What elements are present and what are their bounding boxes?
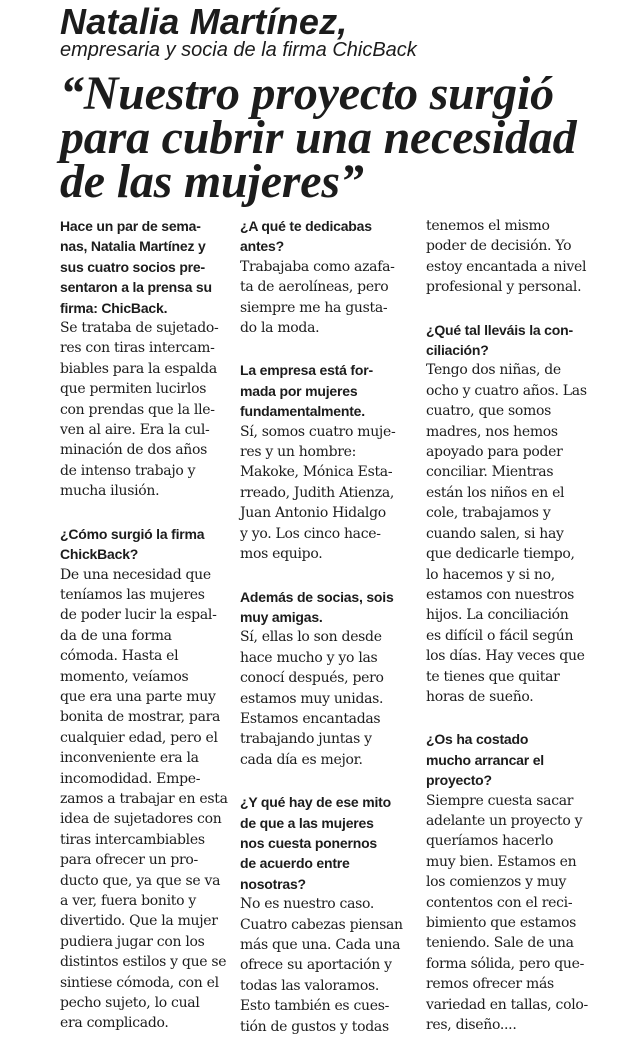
column-1	[60, 216, 230, 1034]
answer-before: Trabajaba como azafa- ta de aerolíneas, pero siempre me ha gusta- do la moda.	[240, 258, 395, 337]
question-before: ¿A qué te dedicabas antes?	[240, 218, 372, 255]
question-company: La empresa está for- mada por mujeres fundamentalmente.	[240, 362, 373, 420]
answer-startup: Siempre cuesta sacar adelante un proyecto y queríamos hacerlo muy bien. Estamos en los comienzos y muy contentos con el reci- bimiento que estamos teniendo. Sale de una forma sólida, pero que- remos ofrecer más variedad en tallas, colo- res, diseño....	[426, 792, 588, 1034]
intro-text: Se trataba de sujetado- res con tiras intercam- biables para la espalda que permiten lucirlos con prendas que la lle- ven al aire. Era la cul- minación de dos años de intenso trabajo y mucha ilusión.	[60, 320, 219, 500]
question-myth: ¿Y qué hay de ese mito de que a las mujeres nos cuesta ponernos de acuerdo entre nosotras?	[240, 794, 391, 892]
answer-conciliation: Tengo dos niñas, de ocho y cuatro años. Las cuatro, que somos madres, nos hemos apoyado para poder conciliar. Mientras están los niños en el cole, trabajamos y cuando salen, si hay que dedicarle tiempo, lo hacemos y si no, estamos con nuestros hijos. La conciliación es difícil o fácil según los días. Hay veces que te tienes que quitar horas de sueño.	[426, 362, 587, 705]
interviewee-role: empresaria y socia de la firma ChicBack	[60, 39, 417, 61]
question-startup: ¿Os ha costado mucho arrancar el proyecto?	[426, 731, 544, 789]
headline-quote: “Nuestro proyecto surgió para cubrir una necesidad de las mujeres”	[60, 67, 577, 208]
answer-myth: No es nuestro caso. Cuatro cabezas piensan más que una. Cada una ofrece su aportación y todas las valoramos. Esto también es cues- tión de gustos y todas	[240, 896, 403, 1035]
answer-company: Sí, somos cuatro muje- res y un hombre: Makoke, Mónica Esta- rreado, Judith Atienza, Juan Antonio Hidalgo y yo. Los cinco hace- mos equipo.	[240, 423, 396, 563]
answer-origin: De una necesidad que teníamos las mujeres de poder lucir la espal- da de una forma cómoda. Hasta el momento, veíamos que era una parte muy bonita de mostrar, para cualquier edad, pero el inconveniente era la incomodidad. Empe- zamos a trabajar en esta idea de sujetadores con tiras intercambiables para ofrecer un pro- ducto que, ya que se va a ver, fuera bonito y divertido. Que la mujer pudiera jugar con los distintos estilos y que se sintiese cómoda, con el pecho sujeto, lo cual era complicado.	[60, 566, 228, 1032]
question-friends: Además de socias, sois muy amigas.	[240, 588, 394, 625]
answer-friends: Sí, ellas lo son desde hace mucho y yo las conocí después, pero estamos muy unidas. Estamos encantadas trabajando juntas y cada día es mejor.	[240, 629, 384, 768]
column-3	[426, 216, 600, 1035]
column-2	[240, 216, 416, 1037]
answer-myth-continued: tenemos el mismo poder de decisión. Yo estoy encantada a nivel profesional y personal.	[426, 218, 587, 296]
intro-lead: Hace un par de sema- nas, Natalia Martínez y sus cuatro socios pre- sentaron a la prensa su firma: ChicBack.	[60, 218, 212, 316]
question-origin: ¿Cómo surgió la firma ChickBack?	[60, 525, 205, 563]
interviewee-name: Natalia Martínez,	[60, 1, 348, 42]
question-conciliation: ¿Qué tal lleváis la con- ciliación?	[426, 321, 573, 359]
